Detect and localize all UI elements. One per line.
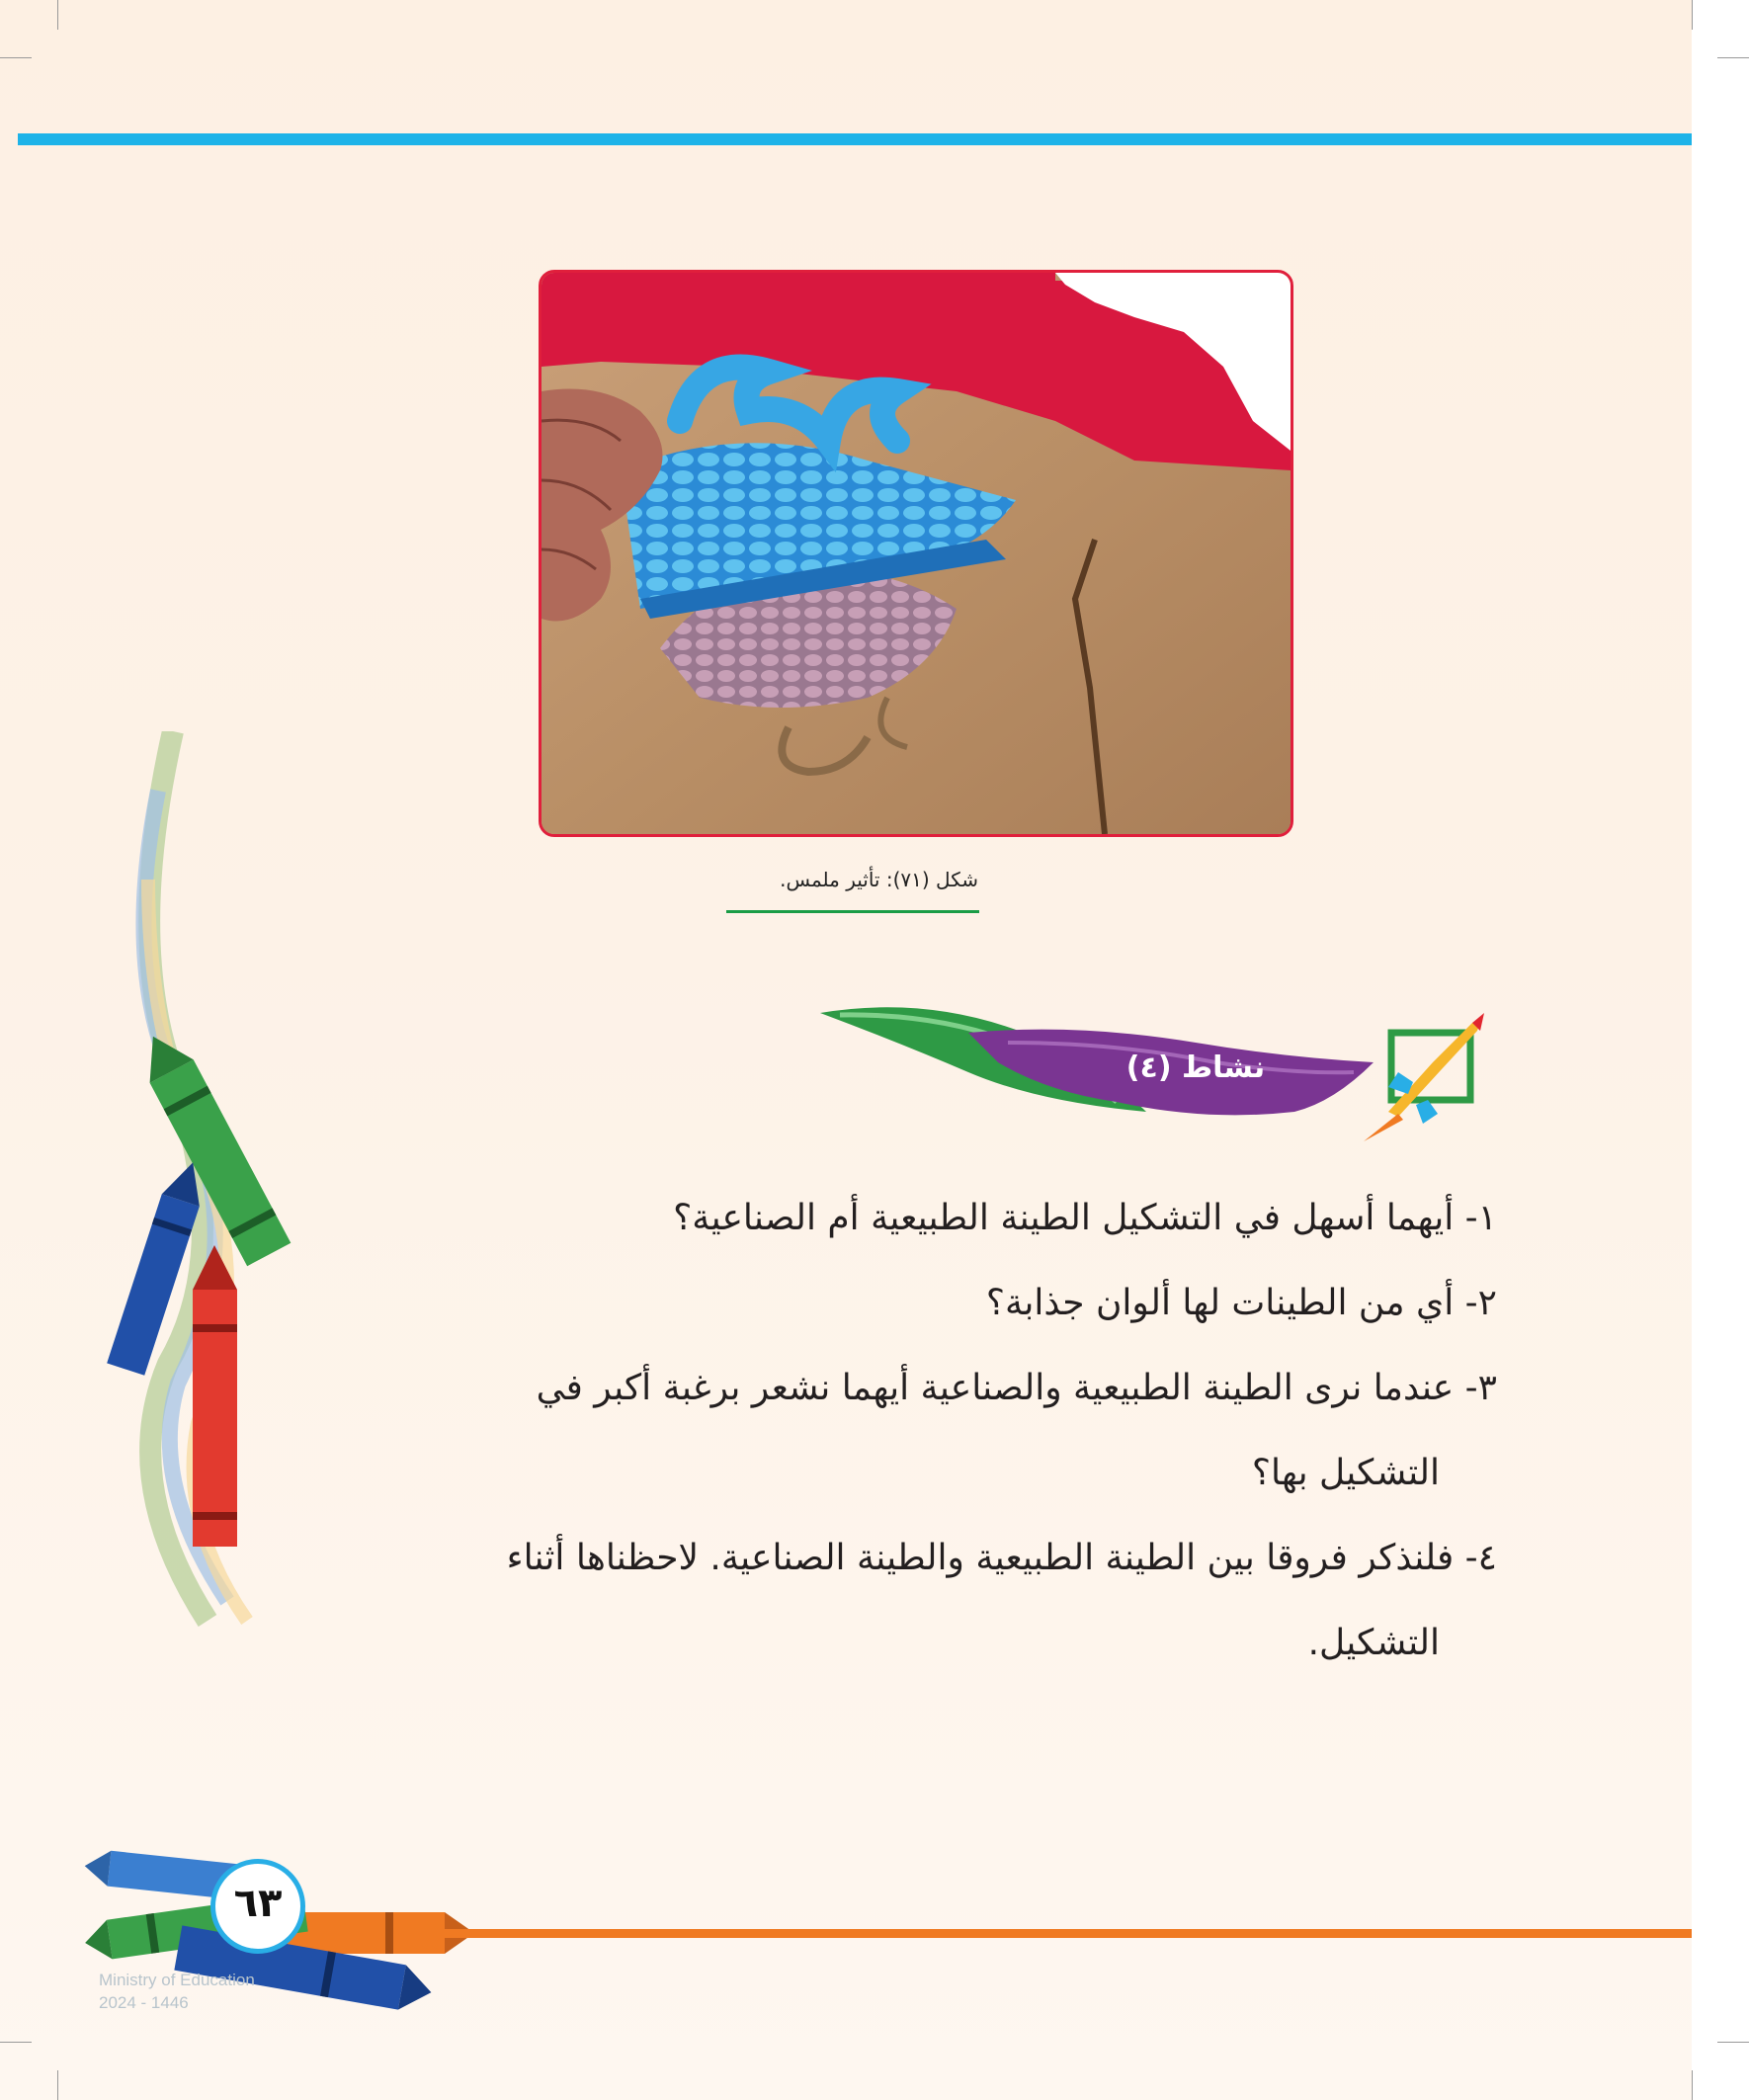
crop-mark xyxy=(1692,0,1693,30)
top-rule xyxy=(18,133,1692,145)
ministry-year: 2024 - 1446 xyxy=(99,1993,189,2012)
figure-caption: شكل (٧١): تأثير ملمس. xyxy=(780,868,978,891)
question-2: ٢- أي من الطينات لها ألوان جذابة؟ xyxy=(985,1283,1497,1323)
question-1: ١- أيهما أسهل في التشكيل الطينة الطبيعية أم الصناعية؟ xyxy=(673,1198,1497,1238)
question-4: ٤- فلنذكر فروقا بين الطينة الطبيعية والطينة الصناعية. لاحظناها أثناء xyxy=(506,1538,1497,1578)
caption-underline xyxy=(726,910,979,913)
figure-photo xyxy=(539,270,1293,837)
crop-mark xyxy=(1692,2070,1693,2100)
page-number: ٦٣ xyxy=(233,1881,283,1926)
crop-mark xyxy=(57,0,58,30)
activity-title: نشاط (٤) xyxy=(1125,1050,1266,1085)
ministry-watermark xyxy=(99,1969,255,2014)
question-4-continued: التشكيل. xyxy=(1307,1623,1440,1663)
bottom-rule xyxy=(425,1929,1692,1938)
ministry-name: Ministry of Education xyxy=(99,1971,255,1989)
question-3-continued: التشكيل بها؟ xyxy=(1251,1453,1440,1493)
crayons-decoration xyxy=(0,731,474,2016)
texture-stamp-photo xyxy=(541,273,1291,834)
crop-mark xyxy=(0,57,32,58)
crop-mark xyxy=(1717,57,1749,58)
crop-mark xyxy=(1717,2042,1749,2043)
crop-mark xyxy=(0,2042,32,2043)
crop-mark xyxy=(57,2070,58,2100)
question-3: ٣- عندما نرى الطينة الطبيعية والصناعية أيهما نشعر برغبة أكبر في xyxy=(536,1368,1497,1408)
question-list xyxy=(316,1176,1497,1686)
red-crayon-icon xyxy=(193,1245,237,1547)
